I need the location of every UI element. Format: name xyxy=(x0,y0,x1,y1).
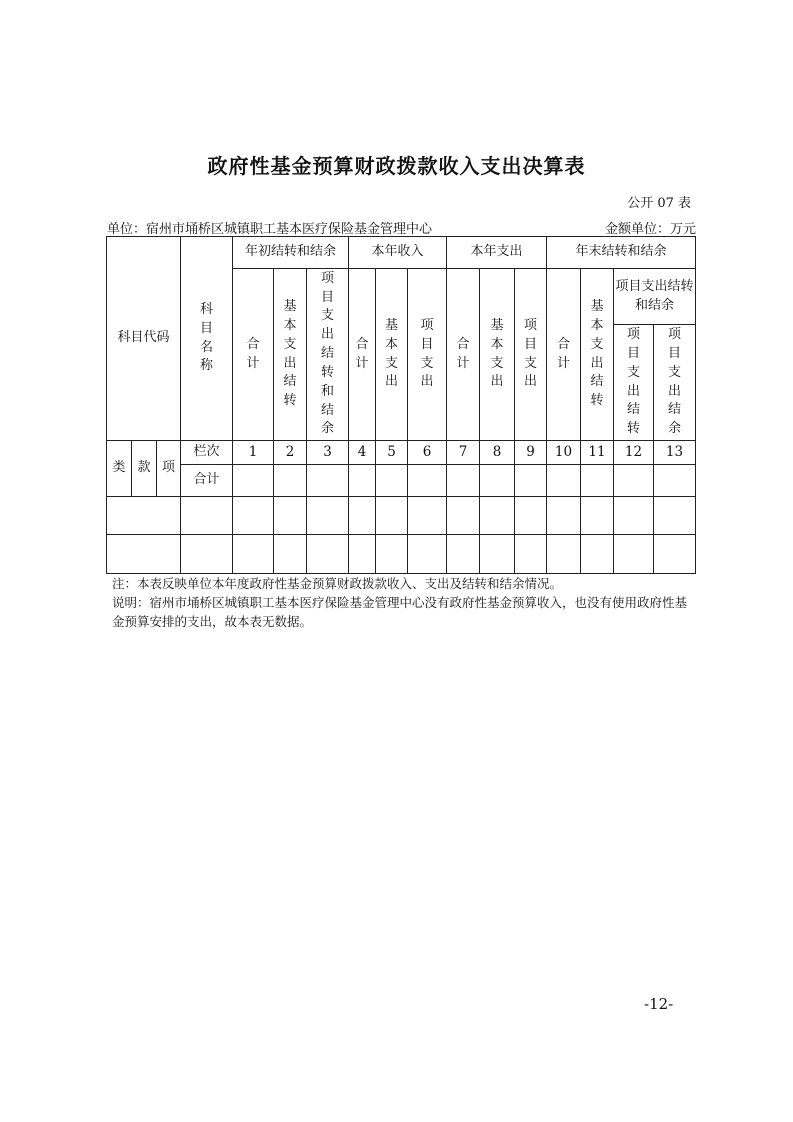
table-row xyxy=(107,497,696,535)
table-cell xyxy=(480,497,515,535)
table-cell xyxy=(654,465,696,497)
header-closing-project-carry: 项目支出结转和结余 xyxy=(614,269,696,325)
table-cell xyxy=(376,535,408,574)
table-cell xyxy=(233,535,274,574)
col-number: 9 xyxy=(515,441,547,465)
form-code: 公开 07 表 xyxy=(627,196,691,211)
header-closing-project-carry-col: 项目支出结转 xyxy=(614,325,654,441)
table-cell xyxy=(233,497,274,535)
table-cell xyxy=(349,535,376,574)
table-cell xyxy=(349,465,376,497)
col-number: 3 xyxy=(307,441,349,465)
table-cell xyxy=(614,535,654,574)
code-section: 款 xyxy=(132,441,157,497)
table-cell xyxy=(408,465,447,497)
table-cell xyxy=(274,535,307,574)
table-cell xyxy=(581,465,614,497)
table-cell xyxy=(654,535,696,574)
table-cell xyxy=(480,465,515,497)
explanation-text: 说明：宿州市埇桥区城镇职工基本医疗保险基金管理中心没有政府性基金预算收入，也没有使用政府性基金预算安排的支出，故本表无数据。 xyxy=(112,595,688,629)
header-income-basic: 基本支出 xyxy=(376,269,408,441)
unit-label: 单位：宿州市埇桥区城镇职工基本医疗保险基金管理中心 xyxy=(107,222,433,237)
code-class: 类 xyxy=(107,441,132,497)
table-cell xyxy=(515,535,547,574)
col-number: 12 xyxy=(614,441,654,465)
header-group-closing: 年末结转和结余 xyxy=(547,237,696,269)
table-cell xyxy=(181,497,233,535)
page-number: -12- xyxy=(644,995,674,1013)
table-cell xyxy=(233,465,274,497)
table-cell xyxy=(581,497,614,535)
header-closing-project-balance-col: 项目支出结余 xyxy=(654,325,696,441)
table-cell xyxy=(274,497,307,535)
code-item: 项 xyxy=(157,441,181,497)
unit-line xyxy=(107,218,696,237)
table-cell xyxy=(447,465,480,497)
col-number: 13 xyxy=(654,441,696,465)
budget-table xyxy=(106,236,696,574)
table-cell xyxy=(515,465,547,497)
header-group-opening: 年初结转和结余 xyxy=(233,237,349,269)
table-cell xyxy=(349,497,376,535)
header-opening-project-carry-balance: 项目支出结转和结余 xyxy=(307,269,349,441)
col-number: 11 xyxy=(581,441,614,465)
amount-unit: 金额单位：万元 xyxy=(604,222,696,237)
header-subject-code: 科目代码 xyxy=(107,237,181,441)
col-number: 8 xyxy=(480,441,515,465)
row-index-label: 栏次 xyxy=(181,441,233,465)
header-closing-basic-carry: 基本支出结转 xyxy=(581,269,614,441)
col-number: 4 xyxy=(349,441,376,465)
table-cell xyxy=(376,465,408,497)
table-cell xyxy=(614,497,654,535)
table-cell xyxy=(307,465,349,497)
page-title: 政府性基金预算财政拨款收入支出决算表 xyxy=(207,154,586,178)
header-expense-total: 合计 xyxy=(447,269,480,441)
col-number: 2 xyxy=(274,441,307,465)
table-cell xyxy=(181,535,233,574)
header-income-total: 合计 xyxy=(349,269,376,441)
header-group-income: 本年收入 xyxy=(349,237,447,269)
table-cell xyxy=(107,535,181,574)
table-cell xyxy=(408,497,447,535)
notes xyxy=(112,574,697,631)
col-number: 7 xyxy=(447,441,480,465)
header-group-expense: 本年支出 xyxy=(447,237,547,269)
header-closing-total: 合计 xyxy=(547,269,581,441)
table-cell xyxy=(307,497,349,535)
table-row xyxy=(107,535,696,574)
table-cell xyxy=(581,535,614,574)
col-number: 1 xyxy=(233,441,274,465)
header-opening-basic-carry: 基本支出结转 xyxy=(274,269,307,441)
table-cell xyxy=(274,465,307,497)
header-income-project: 项目支出 xyxy=(408,269,447,441)
table-cell xyxy=(614,465,654,497)
col-number: 6 xyxy=(408,441,447,465)
table-cell xyxy=(654,497,696,535)
col-number: 5 xyxy=(376,441,408,465)
table-cell xyxy=(547,465,581,497)
note-text: 注：本表反映单位本年度政府性基金预算财政拨款收入、支出及结转和结余情况。 xyxy=(112,576,563,591)
header-subject-name: 科目名称 xyxy=(181,237,233,441)
table-cell xyxy=(307,535,349,574)
table-cell xyxy=(376,497,408,535)
col-number: 10 xyxy=(547,441,581,465)
row-total-label: 合计 xyxy=(181,465,233,497)
table-cell xyxy=(408,535,447,574)
table-cell xyxy=(480,535,515,574)
header-expense-project: 项目支出 xyxy=(515,269,547,441)
table-cell xyxy=(515,497,547,535)
table-cell xyxy=(447,497,480,535)
header-expense-basic: 基本支出 xyxy=(480,269,515,441)
table-cell xyxy=(107,497,181,535)
table-cell xyxy=(447,535,480,574)
header-opening-total: 合计 xyxy=(233,269,274,441)
table-cell xyxy=(547,535,581,574)
table-cell xyxy=(547,497,581,535)
